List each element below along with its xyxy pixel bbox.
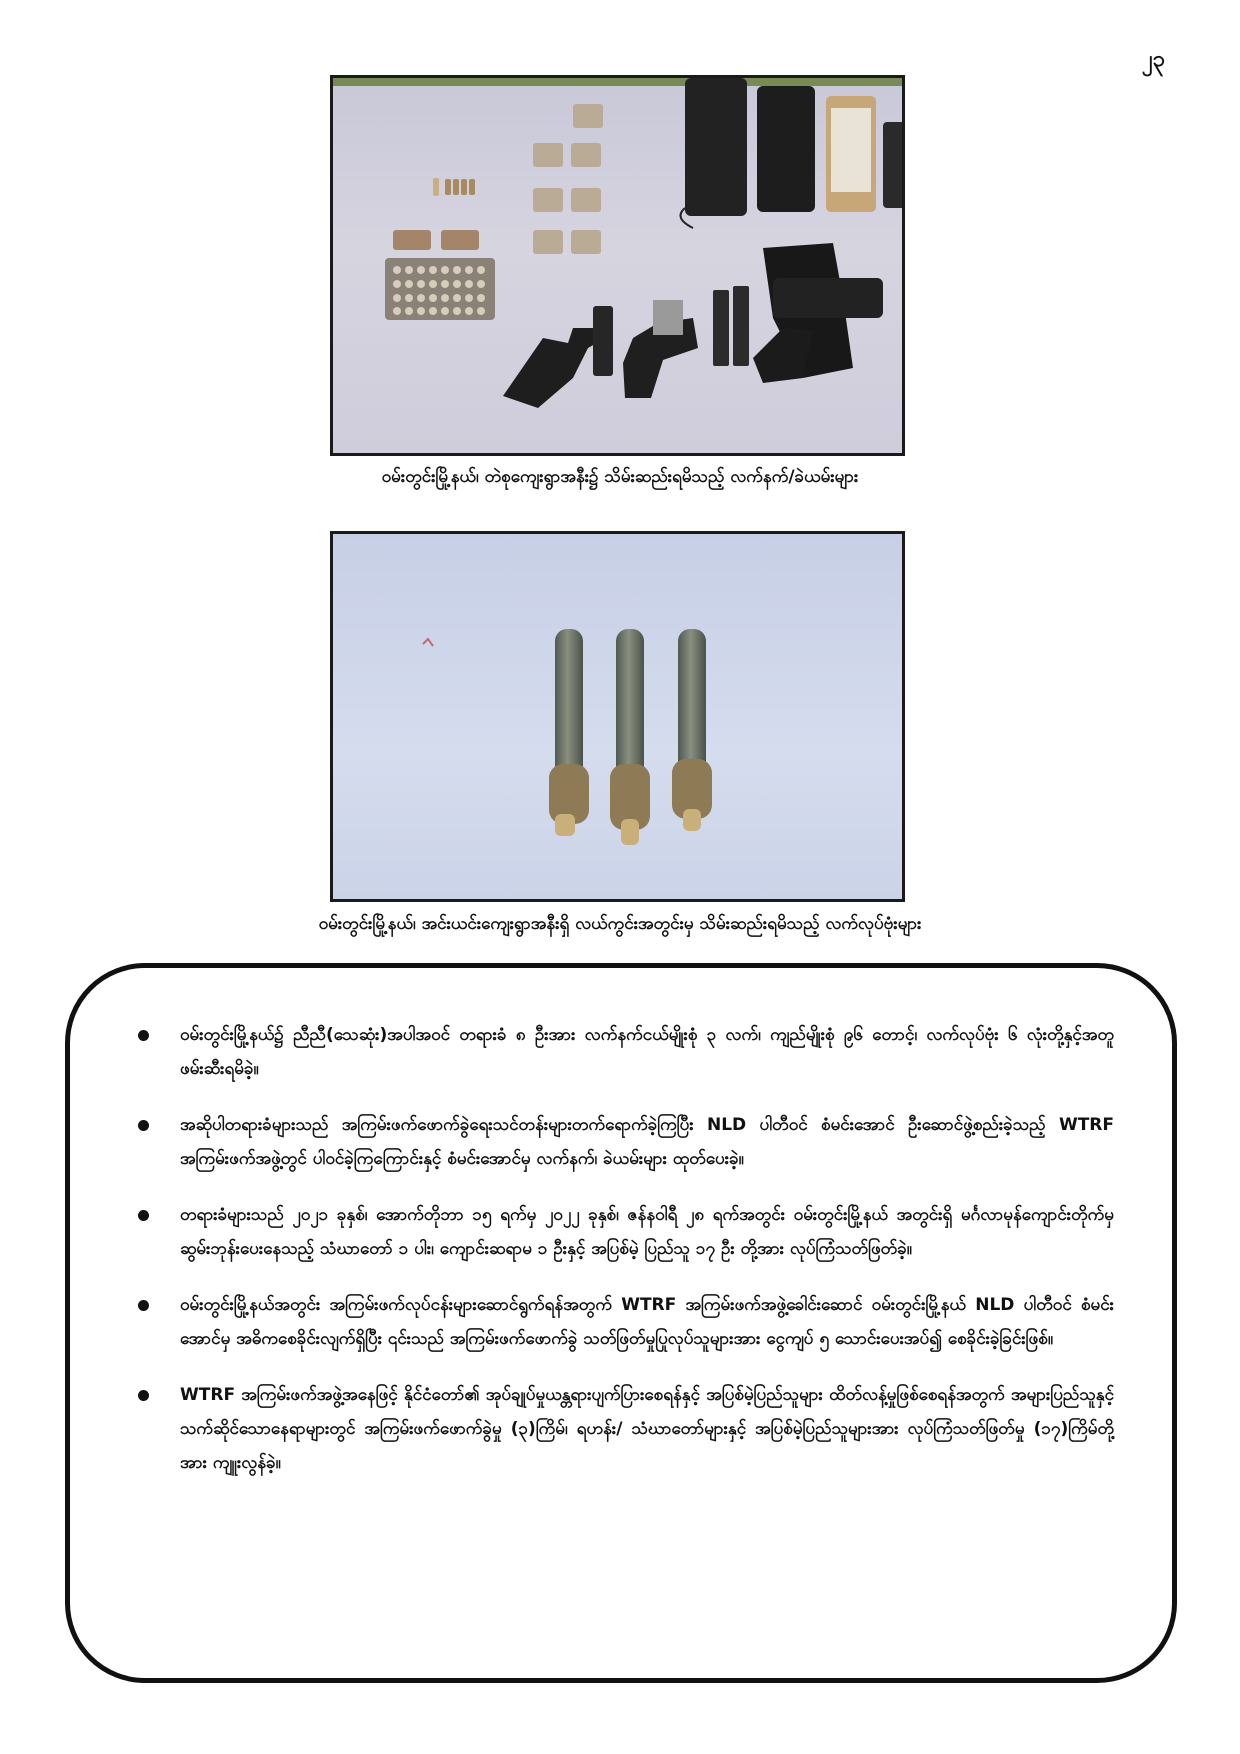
bullet-icon — [138, 1120, 149, 1131]
bullet-text: တရားခံများသည် ၂၀၂၁ ခုနှစ်၊ အောက်တိုဘာ ၁၅ ရက်မှ ၂၀၂၂ ခုနှစ်၊ ဇန်နဝါရီ ၂၈ ရက်အတွင်း ဝမ်းတွင်းမြို့နယ် အတွင်းရှိ မင်္ဂလာမုန်ကျောင်းတိုက်မှ ဆွမ်းဘုန်းပေးနေသည့် သံဃာတော် ၁ ပါး၊ ကျောင်းဆရာမ ၁ ဦးနှင့် အပြစ်မဲ့ ပြည်သူ ၁၇ ဦး တို့အား လုပ်ကြံသတ်ဖြတ်ခဲ့။ — [180, 1205, 1114, 1259]
bullet-text: အဆိုပါတရားခံများသည် အကြမ်းဖက်ဖောက်ခွဲရေးသင်တန်းများတက်ရောက်ခဲ့ကြပြီး NLD ပါတီဝင် စံမင်းအောင် ဦးဆောင်ဖွဲ့စည်းခဲ့သည့် WTRF အကြမ်းဖက်အဖွဲ့တွင် ပါဝင်ခဲ့ကြကြောင်းနှင့် စံမင်းအောင်မှ လက်နက်၊ ခဲယမ်းများ ထုတ်ပေးခဲ့။ — [180, 1115, 1114, 1169]
handmade-bombs-photo — [330, 531, 905, 902]
summary-bullet — [138, 1108, 1114, 1176]
summary-box — [65, 963, 1177, 1683]
photo-caption-bombs: ဝမ်းတွင်းမြို့နယ်၊ အင်းယင်းကျေးရွာအနီးရှိ လယ်ကွင်းအတွင်းမှ သိမ်းဆည်းရမိသည့် လက်လုပ်ဗုံးများ — [318, 914, 922, 934]
bullet-icon — [138, 1030, 149, 1041]
page-number: ၂၃ — [1141, 47, 1165, 72]
bullet-text: ဝမ်းတွင်းမြို့နယ်အတွင်း အကြမ်းဖက်လုပ်ငန်းများဆောင်ရွက်ရန်အတွက် WTRF အကြမ်းဖက်အဖွဲ့ခေါင်းဆောင် ဝမ်းတွင်းမြို့နယ် NLD ပါတီဝင် စံမင်းအောင်မှ အဓိကစေခိုင်းလျက်ရှိပြီး ၎င်းသည် အကြမ်းဖက်ဖောက်ခွဲ သတ်ဖြတ်မှုပြုလုပ်သူများအား ငွေကျပ် ၅ သောင်းပေးအပ်၍ စေခိုင်းခဲ့ခြင်းဖြစ်။ — [180, 1295, 1114, 1349]
bullet-text: ဝမ်းတွင်းမြို့နယ်၌ ညီညီ(သေဆုံး)အပါအဝင် တရားခံ ၈ ဦးအား လက်နက်ငယ်မျိုးစုံ ၃ လက်၊ ကျည်မျိုးစုံ ၉၆ တောင့်၊ လက်လုပ်ဗုံး ၆ လုံးတို့နှင့်အတူ ဖမ်းဆီးရမိခဲ့။ — [180, 1025, 1114, 1079]
summary-bullet — [138, 1018, 1114, 1086]
summary-bullets — [138, 1018, 1114, 1480]
seized-weapons-photo — [330, 75, 905, 456]
bomb-shapes — [549, 629, 712, 845]
seized-weapons-illustration — [333, 78, 902, 453]
handmade-bombs-illustration — [333, 534, 902, 899]
summary-bullet — [138, 1198, 1114, 1266]
bullet-text: WTRF အကြမ်းဖက်အဖွဲ့အနေဖြင့် နိုင်ငံတော်၏ အုပ်ချုပ်မှုယန္တရားပျက်ပြားစေရန်နှင့် အပြစ်မဲ့ပြည်သူများ ထိတ်လန့်မှုဖြစ်စေရန်အတွက် အများပြည်သူနှင့် သက်ဆိုင်သောနေရာများတွင် အကြမ်းဖက်ဖောက်ခွဲမှု (၃)ကြိမ်၊ ရဟန်း/ သံဃာတော်များနှင့် အပြစ်မဲ့ပြည်သူများအား လုပ်ကြံသတ်ဖြတ်မှု (၁၇)ကြိမ်တို့အား ကျူးလွန်ခဲ့။ — [180, 1385, 1114, 1473]
summary-bullet — [138, 1288, 1114, 1356]
bullet-icon — [138, 1390, 149, 1401]
bullet-icon — [138, 1210, 149, 1221]
summary-bullet — [138, 1378, 1114, 1480]
bullet-icon — [138, 1300, 149, 1311]
photo-caption-weapons: ဝမ်းတွင်းမြို့နယ်၊ တဲစုကျေးရွာအနီး၌ သိမ်းဆည်းရမိသည့် လက်နက်/ခဲယမ်းများ — [381, 467, 859, 487]
